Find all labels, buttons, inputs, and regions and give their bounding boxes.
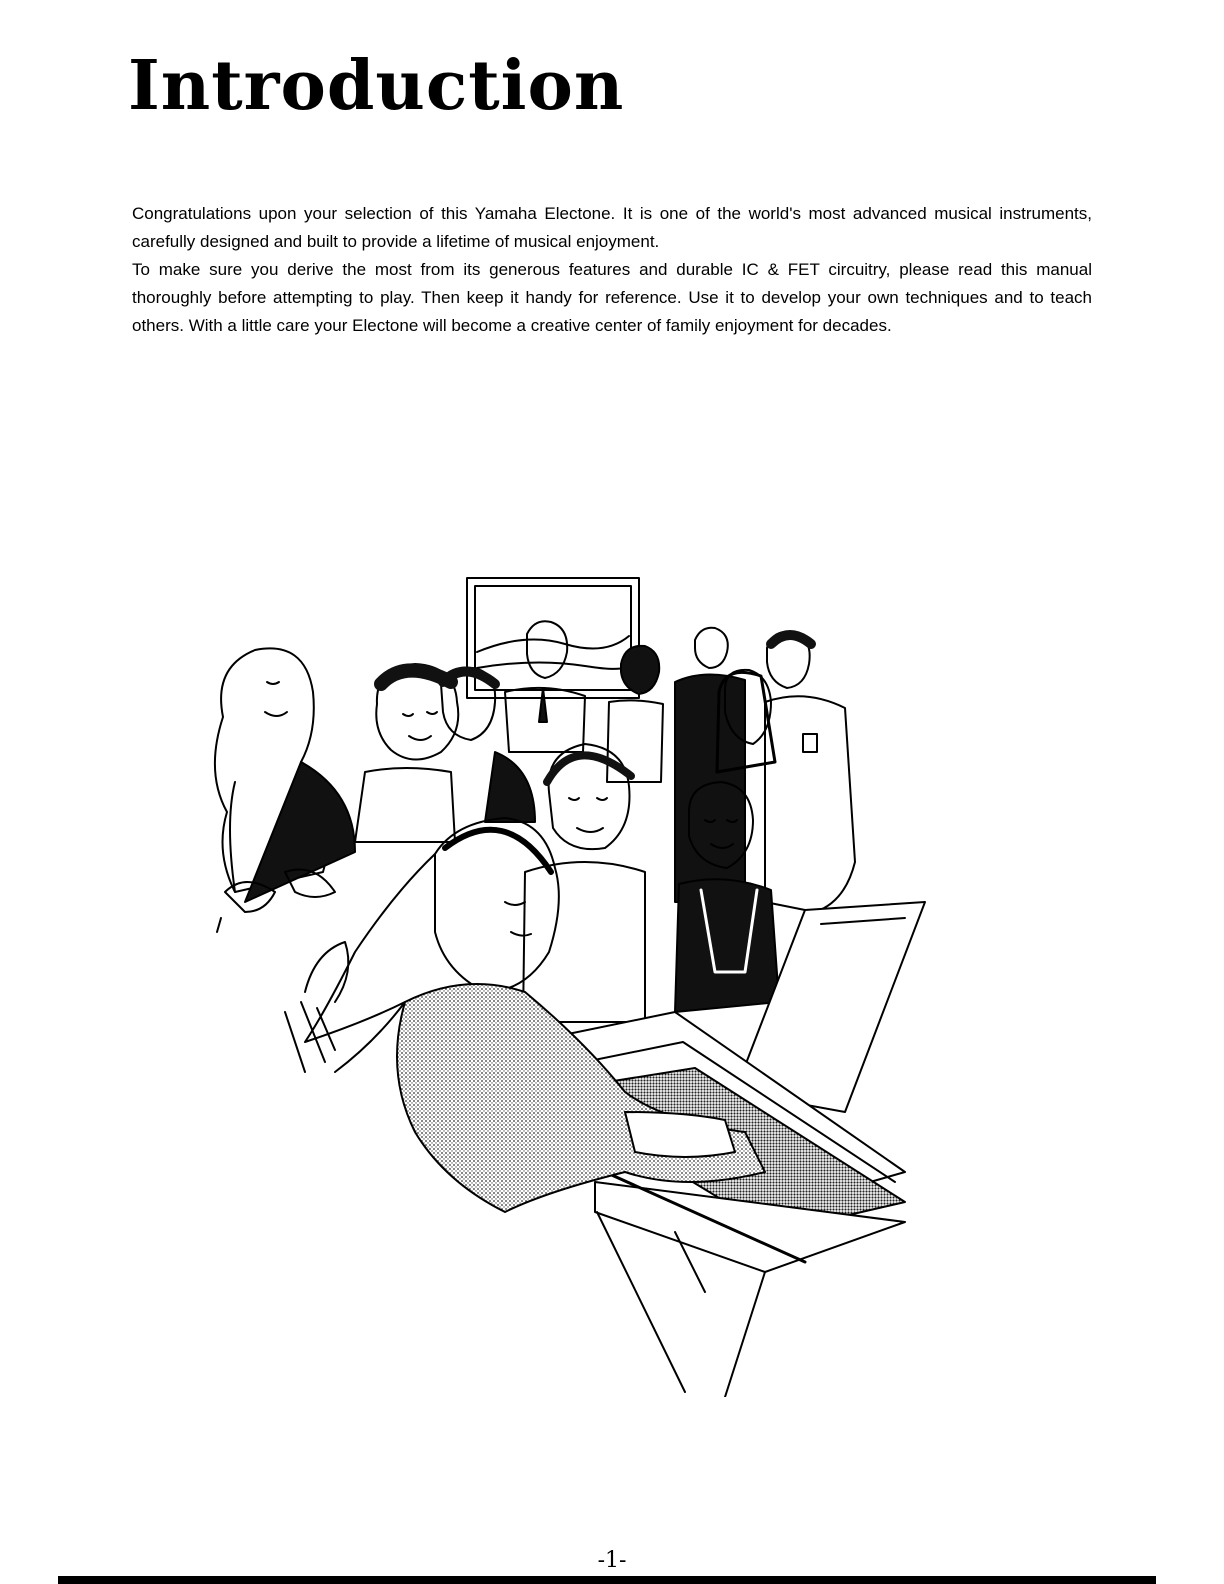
woman-second: [355, 664, 458, 842]
woman-left: [215, 648, 355, 902]
page-title: Introduction: [128, 46, 625, 126]
plant-left: [217, 870, 348, 1073]
page-number: -1-: [597, 1548, 627, 1573]
family-organ-illustration: [205, 572, 930, 1397]
man-back: [675, 628, 745, 902]
man-drink: [765, 632, 855, 912]
bottom-rule: [58, 1576, 1156, 1584]
intro-text: [132, 200, 1092, 340]
intro-paragraph-2: To make sure you derive the most from its generous features and durable IC & FET circuitry, please read this manual thoroughly before attempting to play. Then keep it handy for reference. Use it to develop your own techniques and to teach others. With a little care your Electone will become a creative center of family enjoyment for decades.: [132, 260, 1092, 335]
intro-paragraph-1: Congratulations upon your selection of this Yamaha Electone. It is one of the world's most advanced musical instruments, carefully designed and built to provide a lifetime of musical enjoyment.: [132, 204, 1092, 251]
boy: [523, 744, 645, 1022]
